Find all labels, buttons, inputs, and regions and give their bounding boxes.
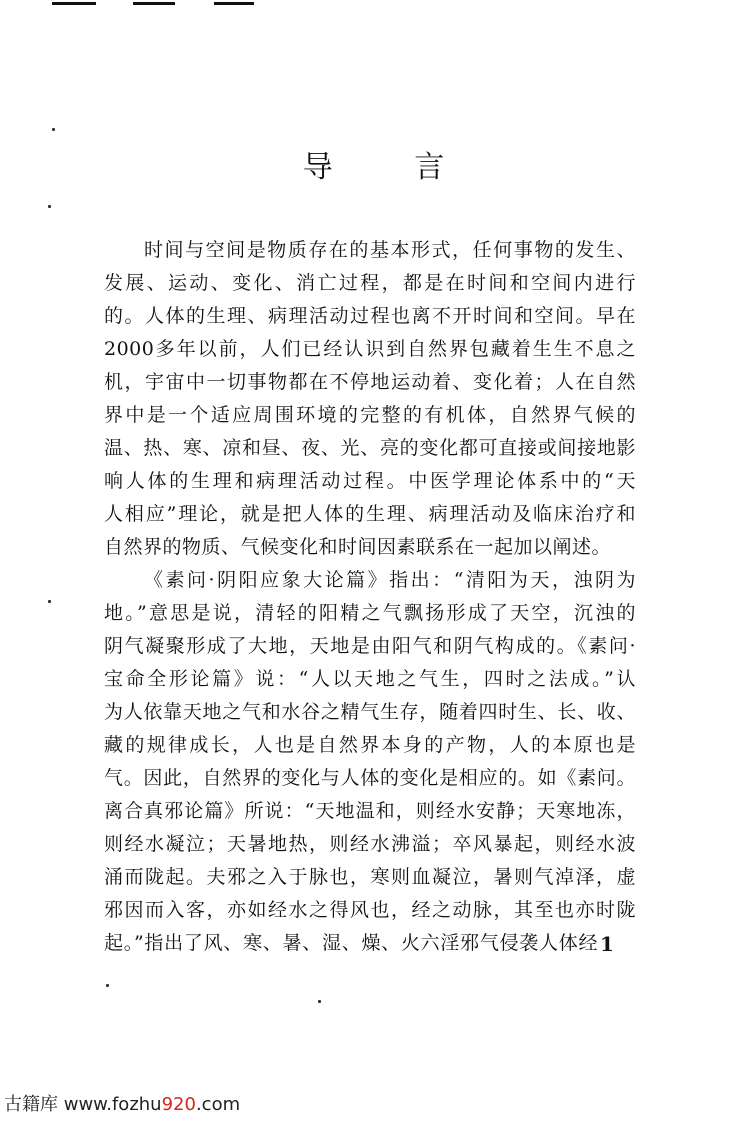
footer-site-prefix: www.fozhu: [63, 1094, 162, 1115]
scan-speck: [106, 984, 109, 987]
scan-speck: [48, 205, 51, 208]
page-number: 1: [600, 932, 614, 956]
text-line: 人相应”理论，就是把人体的生理、病理活动及临床治疗和: [104, 503, 636, 525]
scan-speck: [52, 128, 55, 131]
text-line: 则经水凝泣；天暑地热，则经水沸溢；卒风暴起，则经水波: [104, 833, 636, 855]
text-line: 的。人体的生理、病理活动过程也离不开时间和空间。早在: [104, 305, 636, 327]
footer-watermark: [4, 1090, 240, 1116]
text-line: 2000多年以前，人们已经认识到自然界包藏着生生不息之: [104, 338, 636, 360]
text-line: 响人体的生理和病理活动过程。中医学理论体系中的“天: [104, 470, 636, 492]
page-title: 导 言: [302, 150, 481, 185]
text-line: 为人依靠天地之气和水谷之精气生存，随着四时生、长、收、: [104, 701, 636, 723]
text-line: 气。因此，自然界的变化与人体的变化是相应的。如《素问。: [104, 767, 636, 789]
text-line: 宝命全形论篇》说：“人以天地之气生，四时之法成。”认: [104, 668, 636, 690]
text-line: 自然界的物质、气候变化和时间因素联系在一起加以阐述。: [104, 536, 612, 558]
footer-site-link[interactable]: [64, 1094, 240, 1115]
text-line: 阴气凝聚形成了大地，天地是由阳气和阴气构成的。《素问·: [104, 635, 636, 657]
text-line: 涌而陇起。夫邪之入于脉也，寒则血凝泣，暑则气淖泽，虚: [104, 866, 636, 888]
header-rule-3: [214, 2, 254, 5]
text-line: 时间与空间是物质存在的基本形式，任何事物的发生、: [144, 239, 636, 261]
scan-speck: [318, 1000, 321, 1003]
text-line: 发展、运动、变化、消亡过程，都是在时间和空间内进行: [104, 272, 636, 294]
text-line: 起。”指出了风、寒、暑、湿、燥、火六淫邪气侵袭人体经: [104, 932, 598, 954]
footer-label: 古籍库: [4, 1094, 58, 1115]
text-line: 温、热、寒、凉和昼、夜、光、亮的变化都可直接或间接地影: [104, 437, 636, 459]
header-rule-1: [52, 2, 96, 5]
text-line: 离合真邪论篇》所说：“天地温和，则经水安静；天寒地冻，: [104, 800, 636, 822]
footer-site-accent: 920: [161, 1094, 196, 1115]
text-line: 《素问·阴阳应象大论篇》指出：“清阳为天，浊阴为: [144, 569, 636, 591]
footer-site-suffix: .com: [195, 1094, 241, 1115]
text-line: 地。”意思是说，清轻的阳精之气飘扬形成了天空，沉浊的: [104, 602, 636, 624]
text-line: 藏的规律成长，人也是自然界本身的产物，人的本原也是: [104, 734, 636, 756]
text-line: 机，宇宙中一切事物都在不停地运动着、变化着；人在自然: [104, 371, 636, 393]
scan-speck: [48, 600, 51, 603]
text-line: 界中是一个适应周围环境的完整的有机体，自然界气候的: [104, 404, 636, 426]
header-rule-2: [133, 2, 175, 5]
text-line: 邪因而入客，亦如经水之得风也，经之动脉，其至也亦时陇: [104, 899, 636, 921]
